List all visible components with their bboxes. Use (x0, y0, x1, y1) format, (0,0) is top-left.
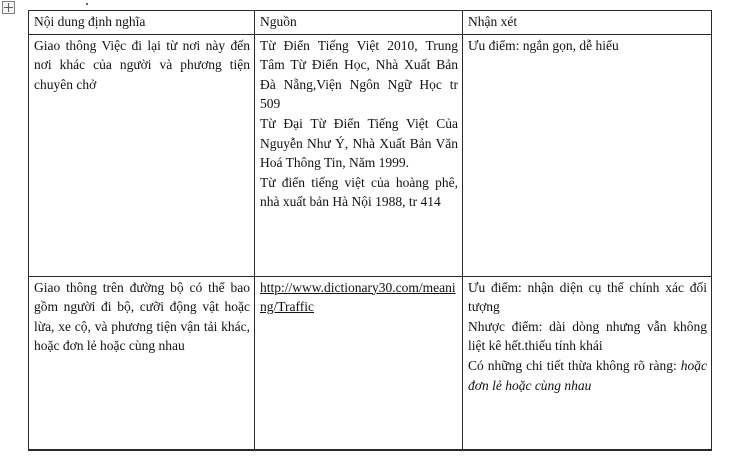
source-paragraph: Từ Điển Tiếng Việt 2010, Trung Tâm Từ Điển Học, Nhà Xuất Bản Đà Nẵng,Viện Ngôn Ngữ Học tr 509 (260, 37, 458, 112)
remark-text-row1: Ưu điểm: ngắn gọn, dễ hiểu (468, 37, 619, 53)
header-label-source: Nguồn (260, 14, 297, 29)
cell-definition-row1 (29, 34, 255, 276)
stray-dot (86, 3, 88, 5)
header-cell-remark (463, 11, 712, 35)
remark-disadvantage-text: Nhược điểm: dài dòng nhưng vẫn không liệt kê hết.thiếu tính khái (468, 318, 707, 354)
cell-remark-row2 (463, 276, 712, 450)
table-move-handle-icon[interactable] (2, 1, 15, 14)
remark-note-prefix: Có những chi tiết thừa không rõ ràng: (468, 357, 681, 373)
source-link[interactable]: http://www.dictionary30.com/meaning/Traffic (260, 279, 456, 315)
table-row (29, 34, 712, 276)
remark-note-italic: hoặc đơn lẻ hoặc cùng nhau (468, 357, 707, 393)
remark-advantage-text: Ưu điểm: nhận diện cụ thể chính xác đối tượng (468, 279, 707, 315)
source-paragraph: Từ Đại Từ Điển Tiếng Việt Của Nguyễn Như Ý, Nhà Xuất Bản Văn Hoá Thông Tin, Năm 1999. (260, 115, 458, 171)
header-cell-definition (29, 11, 255, 35)
definition-table (28, 10, 712, 451)
header-cell-source (255, 11, 463, 35)
cell-source-row2 (255, 276, 463, 450)
header-label-definition: Nội dung định nghĩa (34, 14, 146, 29)
table-row (29, 276, 712, 450)
cell-definition-row2 (29, 276, 255, 450)
cell-source-row1 (255, 34, 463, 276)
remark-note (468, 356, 707, 395)
definition-text-row1: Giao thông Việc đi lại từ nơi này đến nơi khác của người và phương tiện chuyên chở (34, 37, 250, 92)
header-label-remark: Nhận xét (468, 14, 518, 29)
cell-remark-row1 (463, 34, 712, 276)
table-header-row (29, 11, 712, 35)
definition-text-row2: Giao thông trên đường bộ có thể bao gồm người đi bộ, cưỡi động vật hoặc lừa, xe cộ, và phương tiện vận tải khác, hoặc đơn lẻ hoặc cùng nhau (34, 279, 250, 354)
source-paragraph: Từ điển tiếng việt của hoàng phê, nhà xuất bản Hà Nội 1988, tr 414 (260, 174, 458, 210)
